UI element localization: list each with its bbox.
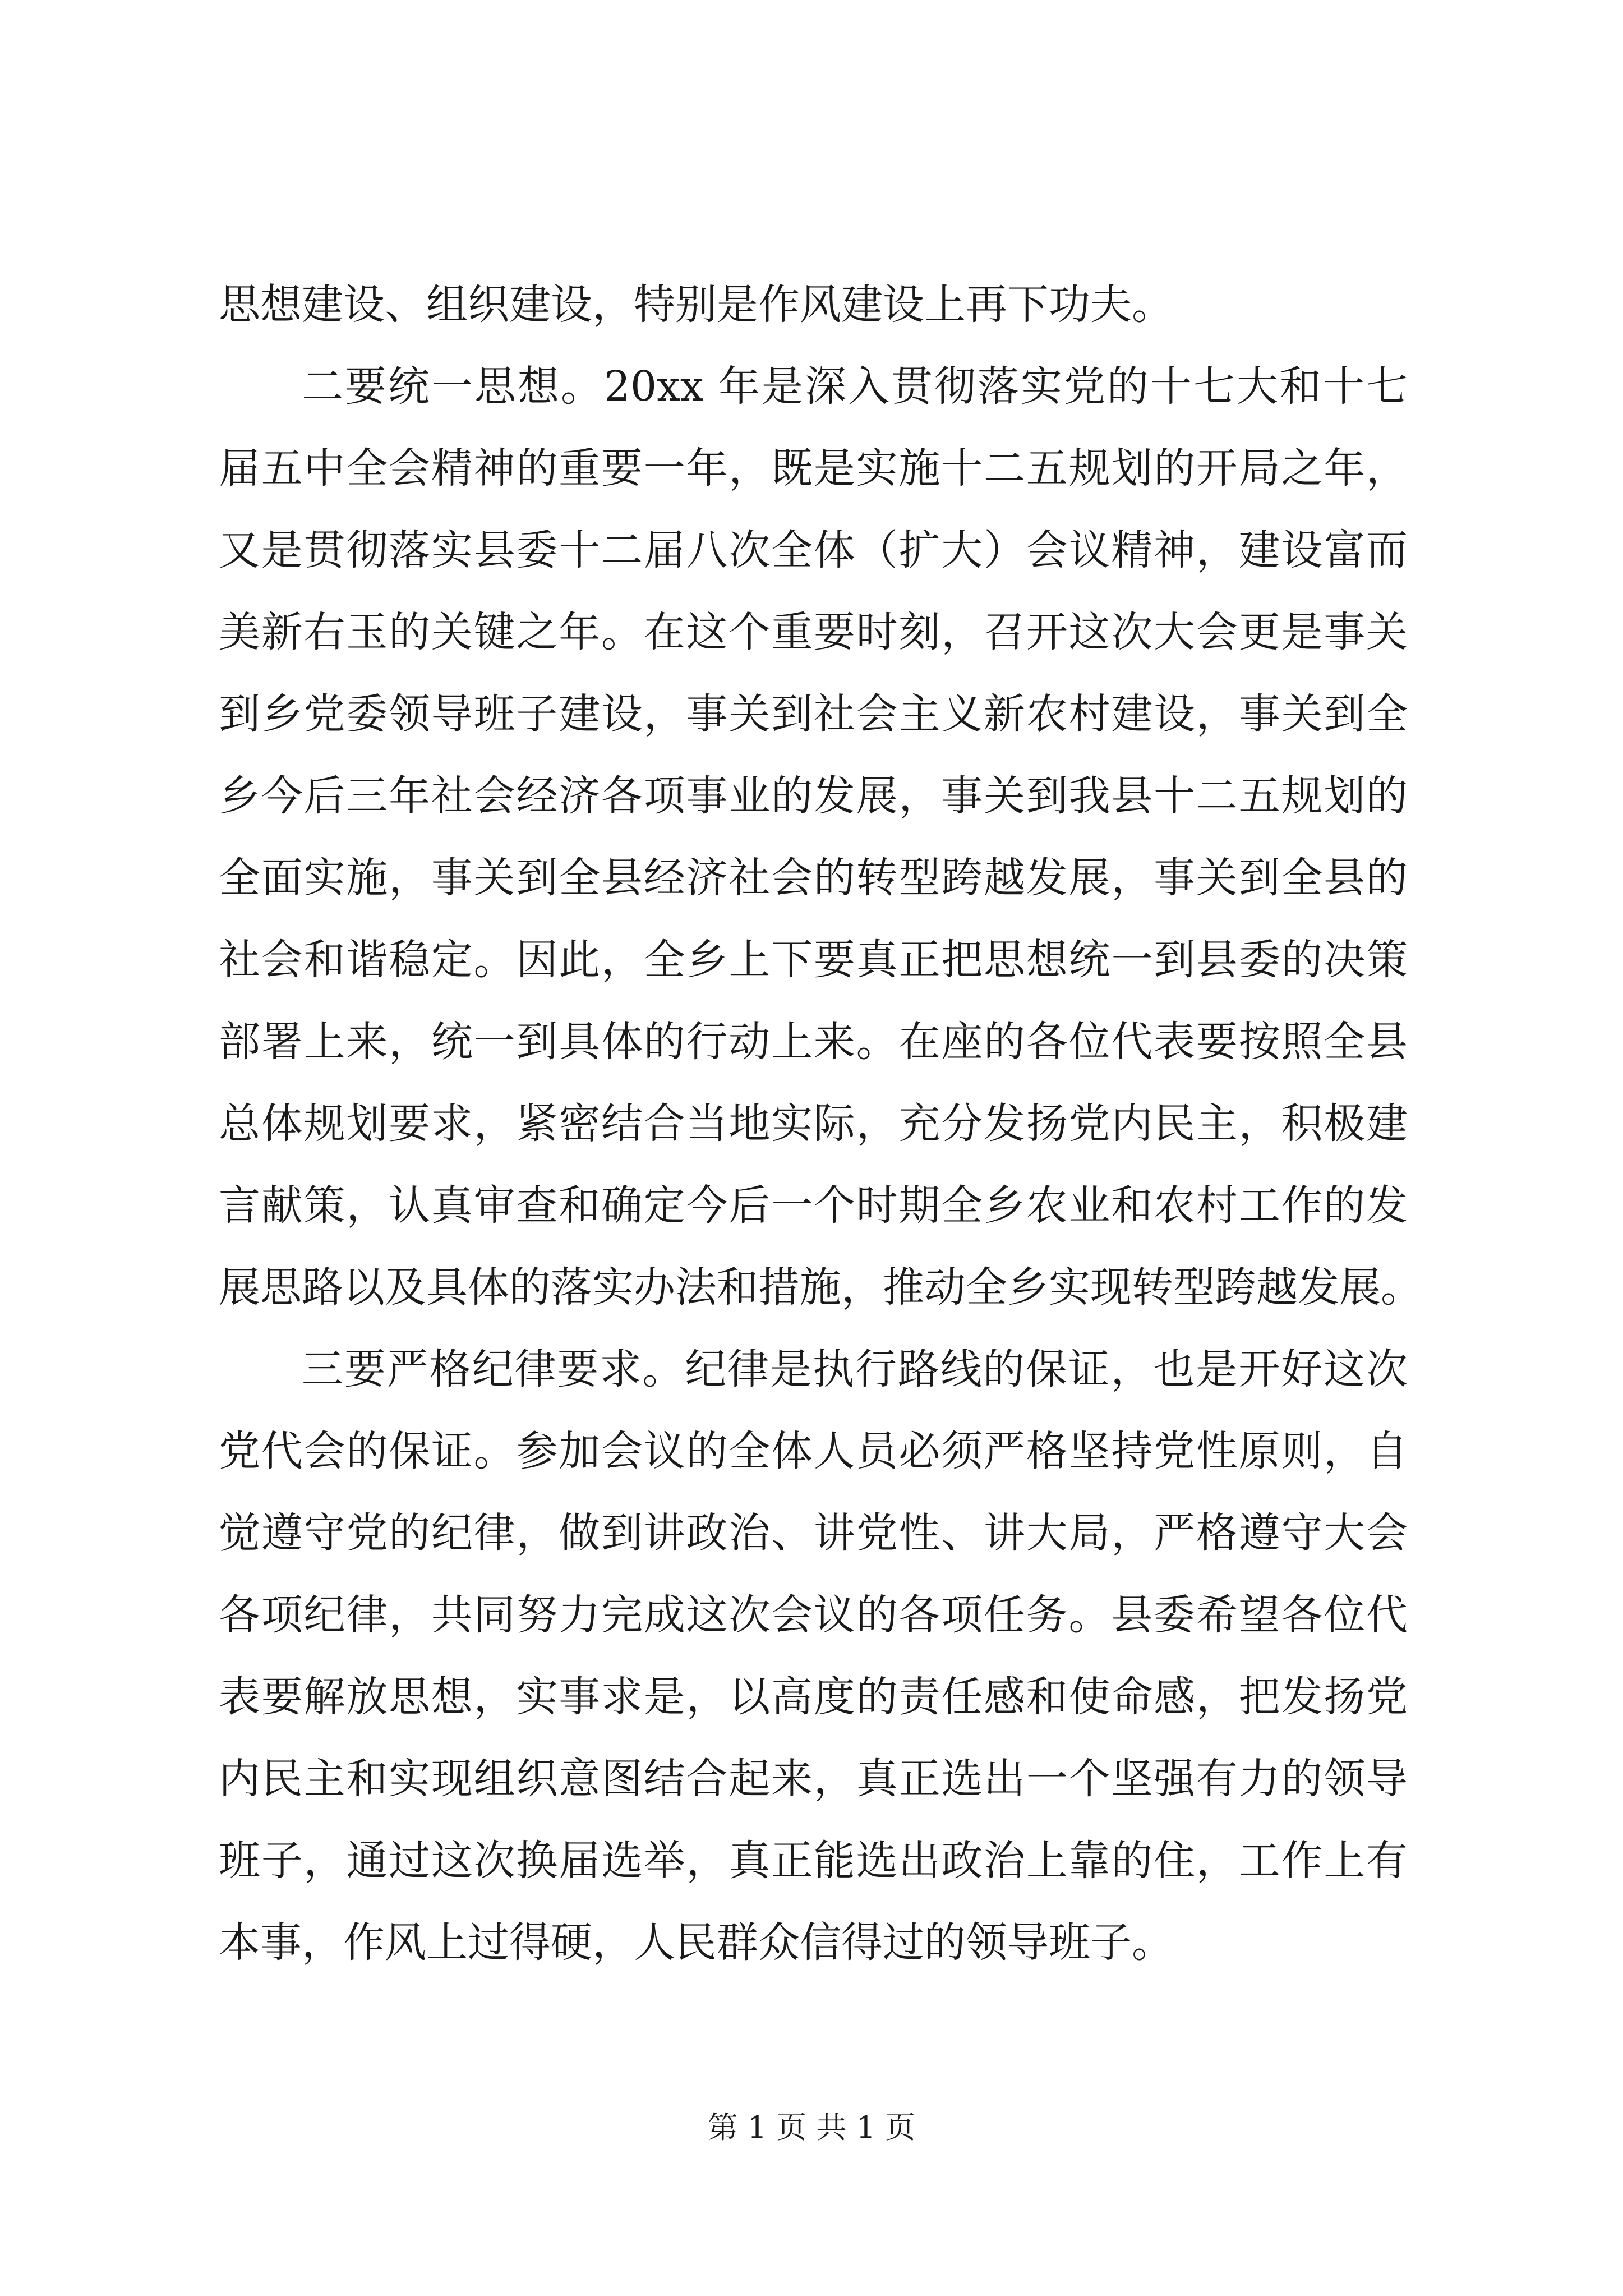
text-line: 又是贯彻落实县委十二届八次全体（扩大）会议精神，建设富而 [219, 526, 1408, 574]
body-text [219, 264, 1422, 1984]
text-line: 党代会的保证。参加会议的全体人员必须严格坚持党性原则，自 [219, 1427, 1408, 1475]
text-line: 届五中全会精神的重要一年，既是实施十二五规划的开局之年， [219, 444, 1408, 493]
text-line: 到乡党委领导班子建设，事关到社会主义新农村建设，事关到全 [219, 690, 1408, 738]
text-line: 表要解放思想，实事求是，以高度的责任感和使命感，把发扬党 [219, 1673, 1408, 1721]
text-line: 三要严格纪律要求。纪律是执行路线的保证，也是开好这次 [302, 1345, 1408, 1393]
text-line: 部署上来，统一到具体的行动上来。在座的各位代表要按照全县 [219, 1018, 1408, 1066]
text-line: 内民主和实现组织意图结合起来，真正选出一个坚强有力的领导 [219, 1755, 1408, 1803]
text-line: 各项纪律，共同努力完成这次会议的各项任务。县委希望各位代 [219, 1591, 1408, 1639]
text-line: 二要统一思想。20xx 年是深入贯彻落实党的十七大和十七 [302, 362, 1408, 411]
page-footer [0, 2108, 1623, 2147]
text-line: 总体规划要求，紧密结合当地实际，充分发扬党内民主，积极建 [219, 1099, 1408, 1148]
text-line: 美新右玉的关键之年。在这个重要时刻，召开这次大会更是事关 [219, 608, 1408, 656]
text-line: 乡今后三年社会经济各项事业的发展，事关到我县十二五规划的 [219, 772, 1408, 820]
text-line: 班子，通过这次换届选举，真正能选出政治上靠的住，工作上有 [219, 1837, 1408, 1885]
page-number: 第 1 页 共 1 页 [707, 2110, 916, 2145]
text-line: 展思路以及具体的落实办法和措施，推动全乡实现转型跨越发展。 [219, 1263, 1422, 1312]
text-line: 社会和谐稳定。因此，全乡上下要真正把思想统一到县委的决策 [219, 936, 1408, 984]
text-line: 全面实施，事关到全县经济社会的转型跨越发展，事关到全县的 [219, 854, 1408, 902]
text-line: 言献策，认真审查和确定今后一个时期全乡农业和农村工作的发 [219, 1181, 1408, 1230]
text-line: 思想建设、组织建设，特别是作风建设上再下功夫。 [219, 280, 1173, 329]
text-line: 本事，作风上过得硬，人民群众信得过的领导班子。 [219, 1918, 1173, 1967]
text-line: 觉遵守党的纪律，做到讲政治、讲党性、讲大局，严格遵守大会 [219, 1509, 1408, 1557]
